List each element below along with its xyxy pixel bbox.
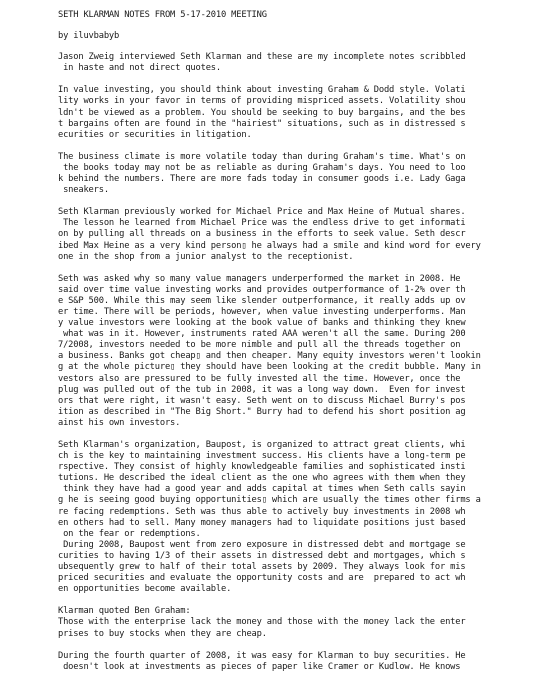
paragraph-line: ubsequently grew to half of their total assets by 2009. They always look for mis bbox=[58, 562, 466, 573]
paragraph-line: ch is the key to maintaining investment success. His clients have a long-term pe bbox=[58, 451, 466, 462]
paragraph-line: plug was pulled out of the tub in 2008, it was a long way down. Even for invest bbox=[58, 384, 466, 395]
paragraph-line: The business climate is more volatile today than during Graham's time. What's on bbox=[58, 151, 466, 162]
paragraph-line: ainst his own investors. bbox=[58, 417, 181, 428]
paragraph-line: vestors also are pressured to be fully invested all the time. However, once the bbox=[58, 373, 461, 384]
paragraph-line: k behind the numbers. There are more fads today in consumer goods i.e. Lady Gaga bbox=[58, 174, 466, 185]
paragraph-line: t bargains often are found in the "hairiest" situations, such as in distressed s bbox=[58, 118, 466, 129]
paragraph-line: ors that were right, it wasn't easy. Seth went on to discuss Michael Burry's pos bbox=[58, 395, 466, 406]
paragraph-line: ibed Max Heine as a very kind person▯ he always had a smile and kind word for every bbox=[58, 240, 481, 251]
document-byline: by iluvbabyb bbox=[58, 31, 120, 42]
paragraph-line: g he is seeing good buying opportunities▯ which are usually the times other firms a bbox=[58, 495, 481, 506]
paragraph-line: a business. Banks got cheap▯ and then cheaper. Many equity investors weren't lookin bbox=[58, 351, 481, 362]
paragraph-line: In value investing, you should think about investing Graham & Dodd style. Volati bbox=[58, 85, 466, 96]
paragraph bbox=[58, 274, 546, 429]
paragraph-line: en opportunities become available. bbox=[58, 584, 232, 595]
paragraph-line: doesn't look at investments as pieces of paper like Cramer or Kudlow. He knows bbox=[58, 661, 461, 672]
paragraph bbox=[58, 152, 546, 196]
paragraph bbox=[58, 606, 546, 639]
paragraph-line: on the fear or redemptions. bbox=[58, 528, 201, 539]
paragraph-line: Those with the enterprise lack the money and those with the money lack the enter bbox=[58, 617, 466, 628]
paragraph-line: er time. There will be periods, however, when value investing underperforms. Man bbox=[58, 306, 466, 317]
paragraph-line: what was in it. However, instruments rated AAA weren't all the same. During 200 bbox=[58, 329, 466, 340]
paragraph bbox=[58, 440, 546, 595]
paragraph-line: Seth Klarman's organization, Baupost, is organized to attract great clients, whi bbox=[58, 440, 466, 450]
paragraph-line: one in the shop from a junior analyst to the receptionist. bbox=[58, 251, 354, 262]
paragraph-line: During 2008, Baupost went from zero exposure in distressed debt and mortgage se bbox=[58, 539, 466, 550]
paragraph-line: lity works in your favor in terms of providing mispriced assets. Volatility shou bbox=[58, 96, 466, 107]
paragraph-line: ition as described in "The Big Short." Burry had to defend his short position ag bbox=[58, 406, 466, 417]
paragraph bbox=[58, 207, 546, 262]
paragraph-line: priced securities and evaluate the opportunity costs and are prepared to act wh bbox=[58, 573, 466, 584]
paragraph-line: ecurities or securities in litigation. bbox=[58, 129, 252, 140]
paragraph-line: curities to having 1/3 of their assets in distressed debt and mortgages, which s bbox=[58, 550, 466, 561]
paragraph-line: ldn't be viewed as a problem. You should be seeking to buy bargains, and the bes bbox=[58, 107, 466, 118]
paragraph-line: g at the whole picture▯ they should have been looking at the credit bubble. Many in bbox=[58, 362, 481, 373]
paragraph-line: tutions. He described the ideal client as the one who agrees with them when they bbox=[58, 473, 466, 484]
paragraph-line: e S&P 500. While this may seem like slender outperformance, it really adds up ov bbox=[58, 295, 466, 306]
paragraph-line: re facing redemptions. Seth was thus able to actively buy investments in 2008 wh bbox=[58, 506, 466, 517]
paragraph-line: the books today may not be as reliable as during Graham's days. You need to loo bbox=[58, 162, 466, 173]
document-page bbox=[58, 10, 546, 684]
paragraph-line: on by pulling all threads on a business in the efforts to seek value. Seth descr bbox=[58, 229, 466, 240]
paragraph bbox=[58, 651, 546, 673]
paragraph-line: Klarman quoted Ben Graham: bbox=[58, 606, 191, 617]
paragraph-line: said over time value investing works and provides outperformance of 1-2% over th bbox=[58, 284, 466, 295]
paragraph-line: y value investors were looking at the book value of banks and thinking they knew bbox=[58, 318, 466, 329]
paragraph bbox=[58, 52, 546, 74]
paragraph-line: think they have had a good year and adds capital at times when Seth calls sayin bbox=[58, 484, 466, 495]
paragraph-line: en others had to sell. Many money managers had to liquidate positions just based bbox=[58, 517, 466, 528]
paragraph bbox=[58, 85, 546, 140]
paragraph-line: During the fourth quarter of 2008, it was easy for Klarman to buy securities. He bbox=[58, 650, 466, 661]
document-title: SETH KLARMAN NOTES FROM 5-17-2010 MEETING bbox=[58, 10, 267, 20]
paragraph-line: sneakers. bbox=[58, 185, 109, 196]
paragraph-line: The lesson he learned from Michael Price was the endless drive to get informati bbox=[58, 218, 466, 229]
paragraph-line: in haste and not direct quotes. bbox=[58, 63, 221, 74]
document-body bbox=[58, 52, 546, 673]
paragraph-line: Jason Zweig interviewed Seth Klarman and these are my incomplete notes scribbled bbox=[58, 52, 466, 63]
paragraph-line: prises to buy stocks when they are cheap. bbox=[58, 628, 267, 639]
paragraph-line: 7/2008, investors needed to be more nimble and pull all the threads together on bbox=[58, 340, 461, 351]
paragraph-line: Seth Klarman previously worked for Michael Price and Max Heine of Mutual shares. bbox=[58, 207, 466, 218]
paragraph-line: rspective. They consist of highly knowledgeable families and sophisticated insti bbox=[58, 462, 466, 473]
paragraph-line: Seth was asked why so many value managers underperformed the market in 2008. He bbox=[58, 273, 461, 284]
